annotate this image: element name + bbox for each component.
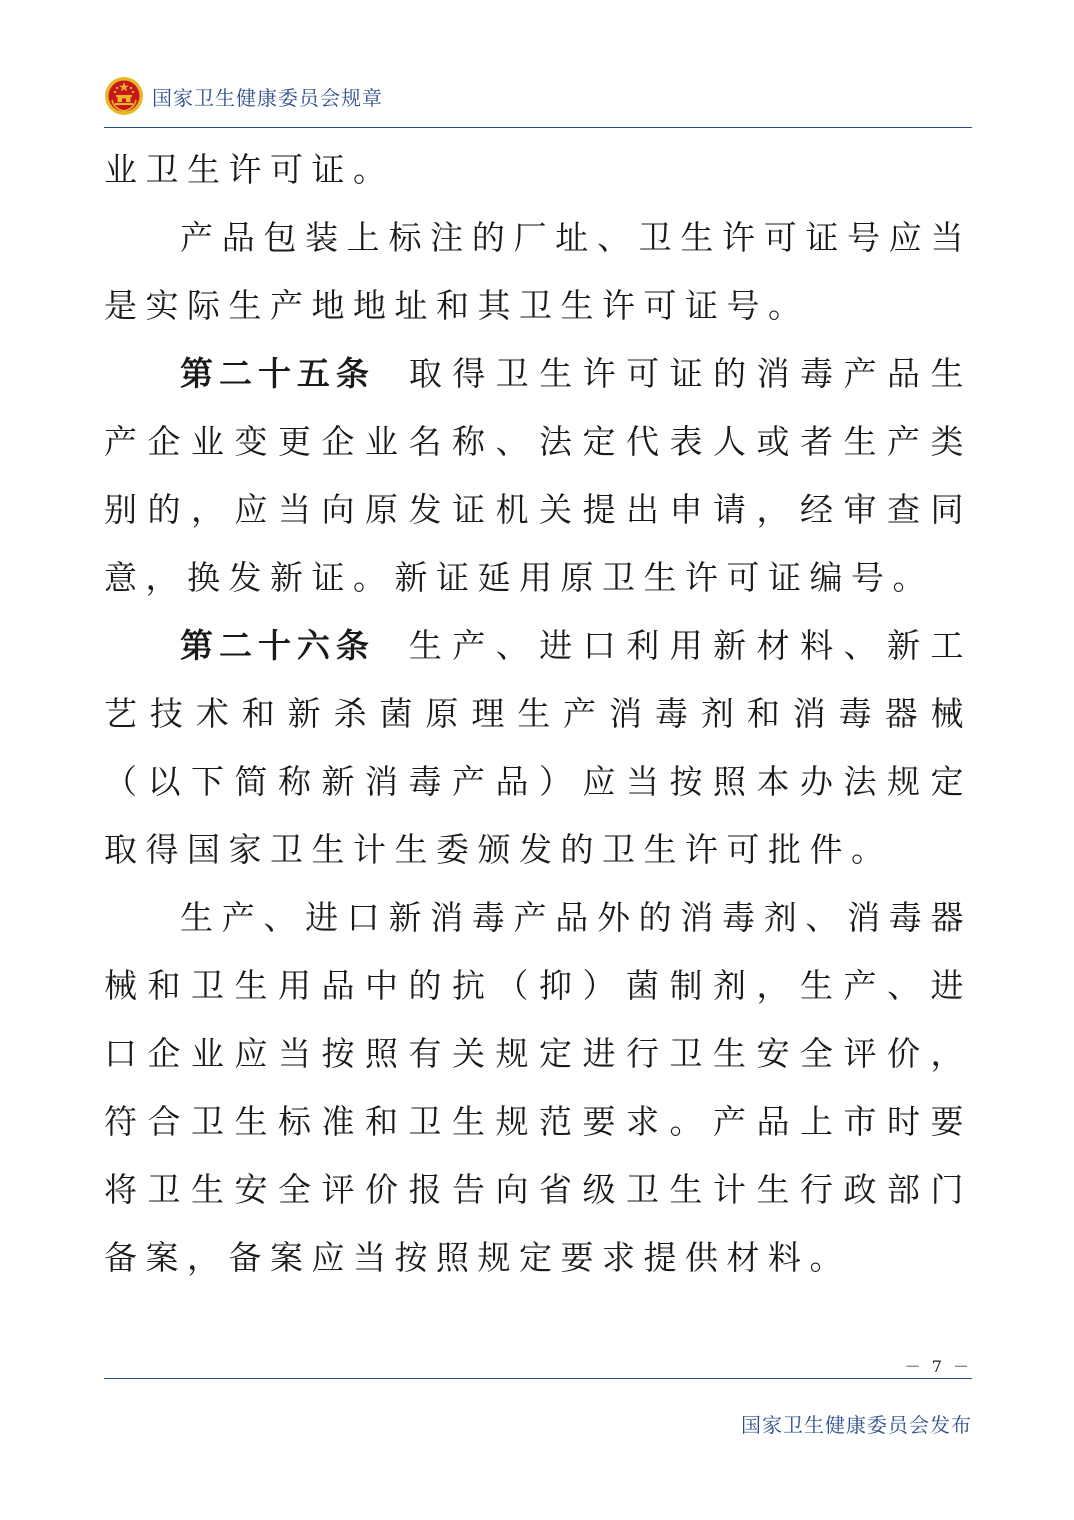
footer-publisher: 国家卫生健康委员会发布	[741, 1413, 972, 1437]
header-divider	[104, 127, 972, 128]
article-25-body: 取得卫生许可证的消毒产品生产企业变更企业名称、法定代表人或者生产类别的，应当向原发证机关提出申请，经审查同意，换发新证。新证延用原卫生许可证编号。	[104, 354, 973, 597]
paragraph-continued: 业卫生许可证。	[104, 150, 395, 189]
page-number: － 7 －	[904, 1357, 972, 1376]
paragraph-safety-evaluation: 生产、进口新消毒产品外的消毒剂、消毒器械和卫生用品中的抗（抑）菌制剂，生产、进口企业应当按照有关规定进行卫生安全评价，符合卫生标准和卫生规范要求。产品上市时要将卫生安全评价报告向省级卫生计生行政部门备案，备案应当按照规定要求提供材料。	[104, 898, 972, 1277]
article-25	[104, 340, 972, 612]
national-emblem-icon	[104, 76, 144, 116]
article-26-body: 生产、进口利用新材料、新工艺技术和新杀菌原理生产消毒剂和消毒器械（以下简称新消毒产品）应当按照本办法规定取得国家卫生计生委颁发的卫生许可批件。	[104, 626, 973, 869]
document-body	[104, 136, 972, 1292]
article-26-heading: 第二十六条	[180, 626, 375, 665]
article-25-heading: 第二十五条	[180, 354, 375, 393]
footer-divider	[104, 1378, 972, 1379]
paragraph-packaging: 产品包装上标注的厂址、卫生许可证号应当是实际生产地地址和其卫生许可证号。	[104, 218, 972, 325]
header-title: 国家卫生健康委员会规章	[152, 85, 383, 110]
article-26	[104, 612, 972, 884]
page-header	[104, 74, 383, 118]
